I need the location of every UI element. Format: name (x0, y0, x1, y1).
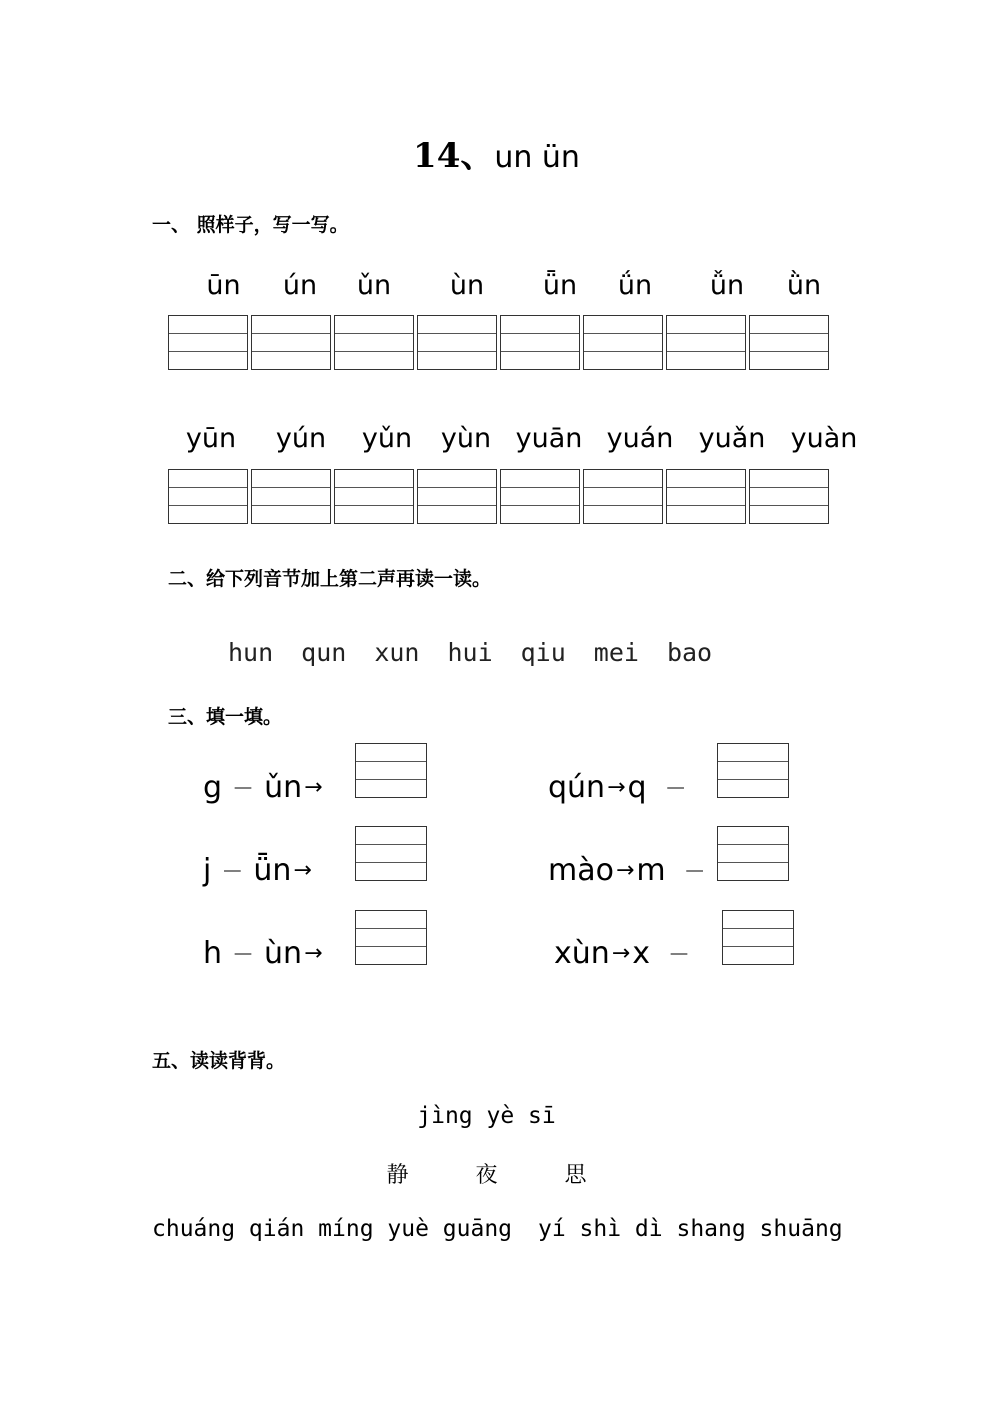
syllable-item: hui (447, 638, 493, 667)
poem-title-pinyin: jìng yè sī (417, 1103, 556, 1129)
writing-cell[interactable] (583, 469, 663, 524)
syllable: qún (548, 770, 606, 805)
pinyin-item: ǔn (356, 270, 392, 301)
writing-cell[interactable] (168, 469, 248, 524)
pinyin-item: ǘn (617, 270, 653, 301)
writing-cell[interactable] (749, 469, 829, 524)
final: ǔn (264, 770, 303, 805)
pinyin-item: yǔn (361, 423, 413, 454)
split-exercise (548, 770, 687, 805)
poem-line1-pinyin-a: chuáng qián míng yuè guāng (152, 1216, 513, 1242)
section2-heading: 二、给下列音节加上第二声再读一读。 (168, 568, 492, 590)
initial: g (203, 770, 223, 805)
writing-grid-row1 (168, 315, 829, 370)
syllable-item: mei (593, 638, 639, 667)
initial: q (627, 770, 647, 805)
combine-exercise (203, 936, 325, 971)
syllable: mào (548, 853, 614, 888)
answer-box[interactable] (717, 743, 789, 798)
writing-grid-row2 (168, 469, 829, 524)
pinyin-item: ùn (449, 270, 485, 301)
section5-heading: 五、读读背背。 (152, 1050, 286, 1072)
pinyin-item: ǜn (786, 270, 822, 301)
dash: － (232, 777, 255, 802)
arrow-icon: → (304, 775, 323, 800)
initial: m (636, 853, 666, 888)
poem-title: 静 夜 思 (386, 1163, 617, 1188)
pinyin-item: yuàn (790, 423, 858, 454)
pinyin-item: yuān (515, 423, 583, 454)
pinyin-item: ūn (206, 270, 241, 301)
section1-pinyin-row1 (182, 270, 825, 301)
writing-cell[interactable] (417, 469, 497, 524)
writing-cell[interactable] (500, 469, 580, 524)
section3-heading: 三、填一填。 (168, 706, 283, 728)
split-exercise (548, 853, 706, 888)
syllable: xùn (554, 936, 610, 971)
syllable-item: xun (374, 638, 420, 667)
final: ǖn (253, 853, 292, 888)
syllable-item: bao (666, 638, 713, 667)
syllable-item: qiu (520, 638, 566, 667)
initial: j (203, 853, 212, 888)
arrow-icon: → (615, 858, 635, 883)
split-exercise (554, 936, 690, 971)
writing-cell[interactable] (749, 315, 829, 370)
writing-cell[interactable] (500, 315, 580, 370)
combine-exercise (203, 853, 314, 888)
dash: － (232, 943, 255, 968)
pinyin-item: ǚn (709, 270, 745, 301)
writing-cell[interactable] (417, 315, 497, 370)
syllable-item: qun (301, 638, 347, 667)
pinyin-item: yuán (606, 423, 674, 454)
arrow-icon: → (293, 858, 312, 883)
page-title (0, 128, 993, 177)
final: ùn (264, 936, 303, 971)
dash: － (667, 943, 690, 968)
pinyin-item: yūn (185, 423, 237, 454)
writing-cell[interactable] (168, 315, 248, 370)
section1-pinyin-row2 (166, 423, 870, 454)
arrow-icon: → (607, 775, 626, 800)
pinyin-item: yuǎn (698, 423, 766, 454)
answer-box[interactable] (355, 826, 427, 881)
writing-cell[interactable] (251, 315, 331, 370)
answer-box[interactable] (722, 910, 794, 965)
dash: － (221, 860, 244, 885)
arrow-icon: → (611, 941, 631, 966)
answer-box[interactable] (355, 743, 427, 798)
dash: － (664, 777, 687, 802)
title-number: 14、 (413, 136, 495, 176)
combine-exercise (203, 770, 325, 805)
arrow-icon: → (304, 941, 323, 966)
initial: h (203, 936, 223, 971)
writing-cell[interactable] (666, 469, 746, 524)
writing-cell[interactable] (334, 469, 414, 524)
pinyin-item: yún (275, 423, 327, 454)
section1-heading: 一、 照样子，写一写。 (152, 214, 349, 236)
writing-cell[interactable] (666, 315, 746, 370)
poem-line1-pinyin-b: yí shì dì shang shuāng (538, 1216, 843, 1242)
writing-cell[interactable] (334, 315, 414, 370)
pinyin-item: yùn (440, 423, 492, 454)
pinyin-item: ǖn (542, 270, 578, 301)
writing-cell[interactable] (251, 469, 331, 524)
title-text: un ün (494, 140, 580, 175)
pinyin-item: ún (282, 270, 318, 301)
answer-box[interactable] (355, 910, 427, 965)
initial: x (632, 936, 650, 971)
dash: － (683, 860, 706, 885)
syllable-list (228, 638, 712, 667)
answer-box[interactable] (717, 826, 789, 881)
syllable-item: hun (228, 638, 274, 667)
writing-cell[interactable] (583, 315, 663, 370)
